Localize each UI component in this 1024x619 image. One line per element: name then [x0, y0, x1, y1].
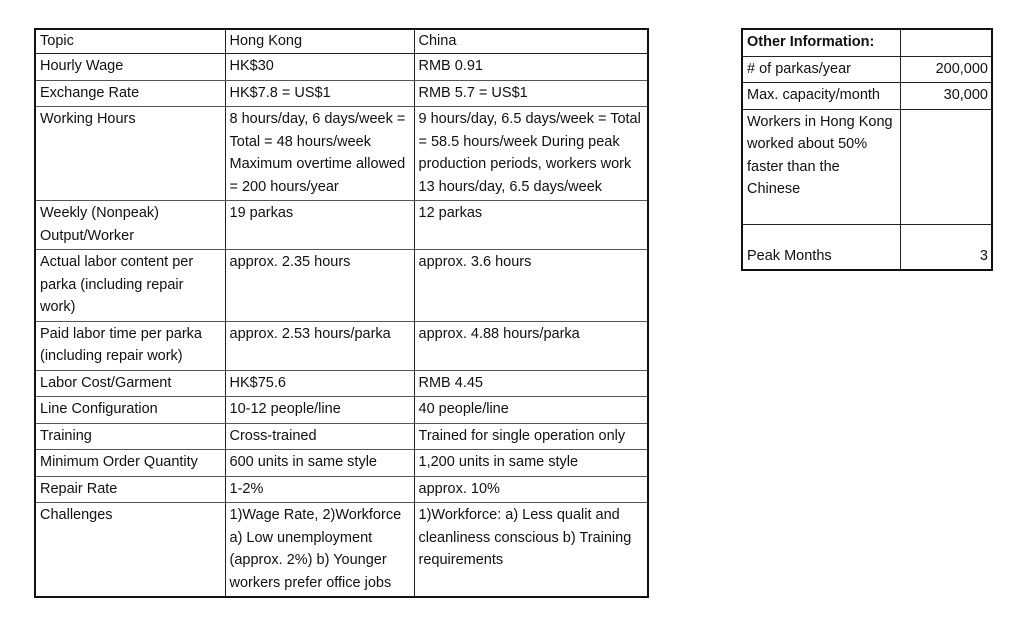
china-cell: 1)Workforce: a) Less qualit and cleanliness conscious b) Training requirements: [414, 503, 648, 598]
china-cell: approx. 4.88 hours/parka: [414, 321, 648, 370]
china-cell: 40 people/line: [414, 397, 648, 424]
row-topic-cell: Hourly Wage: [35, 54, 225, 81]
worker-speed-note-empty: [900, 109, 992, 224]
hong-kong-cell: 10-12 people/line: [225, 397, 414, 424]
header-china: China: [414, 29, 648, 54]
china-cell: 12 parkas: [414, 201, 648, 250]
table-row: [35, 370, 648, 397]
worker-speed-note: Workers in Hong Kong worked about 50% faster than the Chinese: [742, 109, 900, 224]
china-cell: approx. 3.6 hours: [414, 250, 648, 322]
hong-kong-cell: 1)Wage Rate, 2)Workforce a) Low unemployment (approx. 2%) b) Younger workers prefer office jobs: [225, 503, 414, 598]
peak-months-value: 3: [900, 224, 992, 270]
table-row: [35, 250, 648, 322]
row-topic-cell: Exchange Rate: [35, 80, 225, 107]
row-topic-cell: Repair Rate: [35, 476, 225, 503]
row-topic-cell: Actual labor content per parka (including repair work): [35, 250, 225, 322]
max-capacity-label: Max. capacity/month: [742, 83, 900, 110]
row-topic-cell: Labor Cost/Garment: [35, 370, 225, 397]
hong-kong-cell: 19 parkas: [225, 201, 414, 250]
header-row: [35, 29, 648, 54]
hong-kong-cell: approx. 2.35 hours: [225, 250, 414, 322]
row-topic-cell: Line Configuration: [35, 397, 225, 424]
china-cell: RMB 4.45: [414, 370, 648, 397]
row-topic-cell: Working Hours: [35, 107, 225, 201]
other-info-title: Other Information:: [742, 29, 900, 56]
table-row: [35, 107, 648, 201]
china-cell: Trained for single operation only: [414, 423, 648, 450]
china-cell: RMB 0.91: [414, 54, 648, 81]
parkas-per-year-value: 200,000: [900, 56, 992, 83]
row-topic-cell: Paid labor time per parka (including repair work): [35, 321, 225, 370]
hong-kong-cell: 600 units in same style: [225, 450, 414, 477]
row-topic-cell: Challenges: [35, 503, 225, 598]
table-row: [35, 503, 648, 598]
hong-kong-cell: Cross-trained: [225, 423, 414, 450]
china-cell: 1,200 units in same style: [414, 450, 648, 477]
table-row: [35, 54, 648, 81]
hong-kong-cell: 1-2%: [225, 476, 414, 503]
row-topic-cell: Minimum Order Quantity: [35, 450, 225, 477]
other-information-table: [741, 28, 993, 271]
table-row: [35, 450, 648, 477]
china-cell: RMB 5.7 = US$1: [414, 80, 648, 107]
row-topic-cell: Training: [35, 423, 225, 450]
table-row: [35, 476, 648, 503]
hong-kong-cell: approx. 2.53 hours/parka: [225, 321, 414, 370]
hong-kong-cell: HK$75.6: [225, 370, 414, 397]
header-hong-kong: Hong Kong: [225, 29, 414, 54]
table-row: [35, 80, 648, 107]
row-topic-cell: Weekly (Nonpeak) Output/Worker: [35, 201, 225, 250]
china-cell: approx. 10%: [414, 476, 648, 503]
header-topic: Topic: [35, 29, 225, 54]
peak-months-label: Peak Months: [742, 224, 900, 270]
table-row: [35, 423, 648, 450]
table-row: [35, 201, 648, 250]
table-row: [35, 397, 648, 424]
max-capacity-value: 30,000: [900, 83, 992, 110]
comparison-table: [34, 28, 649, 598]
table-row: [35, 321, 648, 370]
hong-kong-cell: HK$7.8 = US$1: [225, 80, 414, 107]
other-info-title-empty: [900, 29, 992, 56]
hong-kong-cell: 8 hours/day, 6 days/week = Total = 48 hours/week Maximum overtime allowed = 200 hours/year: [225, 107, 414, 201]
parkas-per-year-label: # of parkas/year: [742, 56, 900, 83]
hong-kong-cell: HK$30: [225, 54, 414, 81]
china-cell: 9 hours/day, 6.5 days/week = Total = 58.5 hours/week During peak production periods, workers work 13 hours/day, 6.5 days/week: [414, 107, 648, 201]
